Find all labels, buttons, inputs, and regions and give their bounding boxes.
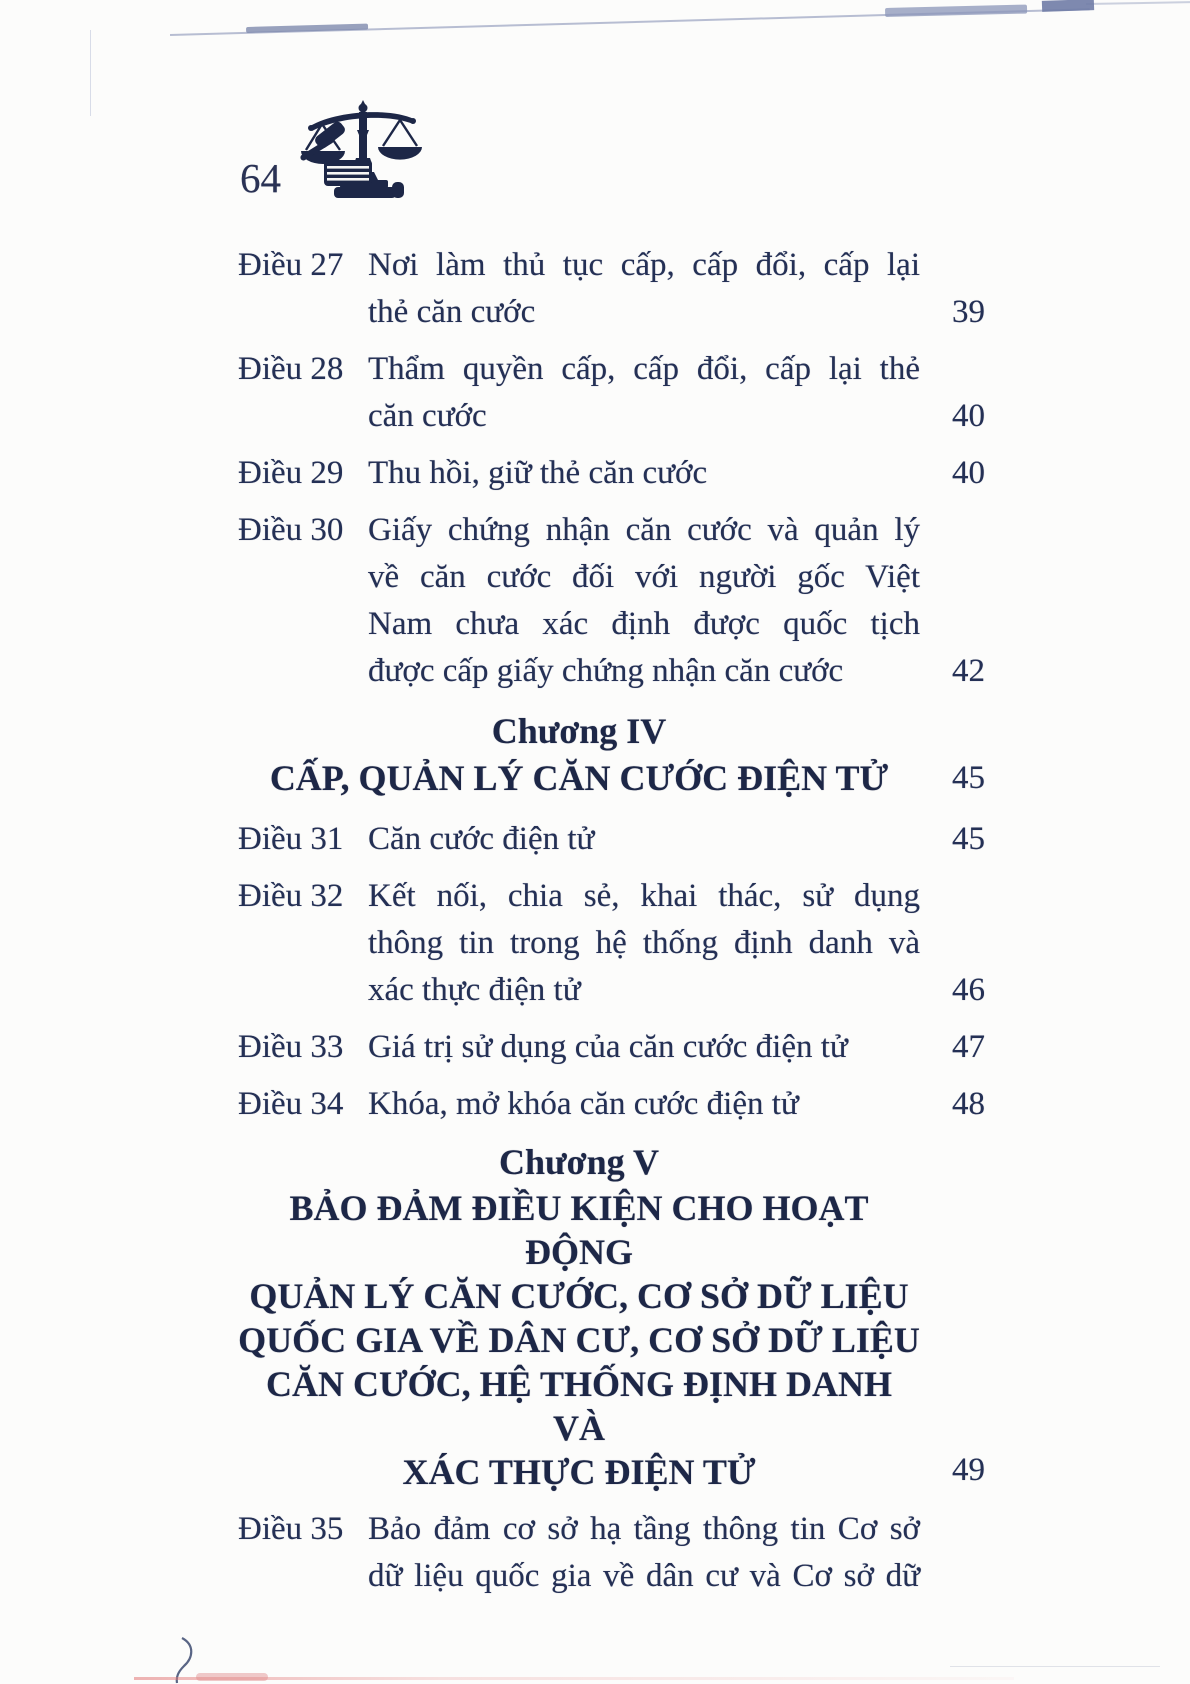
article-label: Điều 33: [238, 1029, 344, 1065]
title-line: Giấy chứng nhận căn cước và quản lý: [368, 512, 920, 548]
scan-artifact-top-smudge-right: [885, 5, 1027, 17]
page-ref: 40: [952, 398, 985, 434]
article-title: [368, 1024, 920, 1071]
chapter-label: Chương V: [499, 1142, 659, 1182]
scan-artifact-top-line: [170, 8, 1090, 36]
page-ref: 39: [952, 294, 985, 330]
title-line: được cấp giấy chứng nhận căn cước: [368, 653, 844, 689]
article-label: Điều 32: [238, 878, 344, 914]
page-ref: 40: [952, 455, 985, 491]
chapter-title-line: CĂN CƯỚC, HỆ THỐNG ĐỊNH DANH VÀ: [265, 1364, 893, 1448]
page-ref: 42: [952, 653, 985, 689]
scan-artifact-top-line-2: [1086, 1, 1190, 5]
article-label: Điều 28: [238, 351, 344, 387]
chapter-title-line: QUẢN LÝ CĂN CƯỚC, CƠ SỞ DỮ LIỆU: [249, 1276, 909, 1316]
article-title: [368, 346, 920, 440]
title-line: thẻ căn cước: [368, 294, 536, 330]
chapter-title: [238, 755, 920, 802]
page-number: 64: [240, 155, 281, 201]
page-ref: 45: [952, 760, 985, 796]
toc-entry-dieu-31: [238, 816, 985, 863]
article-label: Điều 27: [238, 247, 344, 283]
title-line: Kết nối, chia sẻ, khai thác, sử dụng: [368, 878, 920, 914]
toc-entry-dieu-33: [238, 1024, 985, 1071]
article-title: [368, 507, 920, 695]
article-title: [368, 1081, 920, 1128]
chapter-title: [238, 1186, 920, 1494]
toc-entry-dieu-35: [238, 1506, 985, 1600]
title-line: Căn cước điện tử: [368, 821, 595, 857]
scan-artifact-left-edge: [90, 30, 91, 116]
chapter-title-line: CẤP, QUẢN LÝ CĂN CƯỚC ĐIỆN TỬ: [269, 758, 889, 798]
title-line: xác thực điện tử: [368, 972, 581, 1008]
scan-artifact-top-smudge-left: [246, 24, 368, 33]
title-line: Bảo đảm cơ sở hạ tầng thông tin Cơ sở: [368, 1511, 920, 1547]
title-line: về căn cước đối với người gốc Việt: [368, 559, 920, 595]
page-ref: 47: [952, 1029, 985, 1065]
toc-entry-dieu-34: [238, 1081, 985, 1128]
chapter-title-line: XÁC THỰC ĐIỆN TỬ: [402, 1452, 756, 1492]
title-line: Khóa, mở khóa căn cước điện tử: [368, 1086, 799, 1122]
page-ref: 46: [952, 972, 985, 1008]
title-line: căn cước: [368, 398, 487, 434]
toc-entry-dieu-27: [238, 242, 985, 336]
table-of-contents: [238, 242, 985, 1610]
page-ref: 49: [952, 1452, 985, 1488]
article-title: [368, 450, 920, 497]
article-label: Điều 31: [238, 821, 344, 857]
article-title: [368, 873, 920, 1014]
toc-entry-dieu-28: [238, 346, 985, 440]
toc-chapter-4: [238, 707, 985, 802]
article-title: [368, 1506, 920, 1600]
scan-artifact-pink-line: [134, 1677, 1014, 1680]
page-header: [222, 96, 622, 206]
title-line: Nơi làm thủ tục cấp, cấp đổi, cấp lại: [368, 247, 920, 283]
article-title: [368, 816, 920, 863]
toc-entry-dieu-30: [238, 507, 985, 695]
scan-artifact-pink-blob: [196, 1673, 268, 1681]
title-line: dữ liệu quốc gia về dân cư và Cơ sở dữ: [368, 1558, 920, 1594]
scales-of-justice-gavel-icon: [296, 100, 428, 202]
article-label: Điều 35: [238, 1511, 344, 1547]
title-line: Thu hồi, giữ thẻ căn cước: [368, 455, 708, 491]
title-line: Thẩm quyền cấp, cấp đổi, cấp lại thẻ: [368, 351, 920, 387]
toc-entry-dieu-32: [238, 873, 985, 1014]
scan-artifact-grey-line: [950, 1666, 1160, 1667]
toc-chapter-5: [238, 1138, 985, 1494]
chapter-label: Chương IV: [491, 711, 667, 751]
chapter-title-line: QUỐC GIA VỀ DÂN CƯ, CƠ SỞ DỮ LIỆU: [238, 1320, 920, 1360]
toc-entry-dieu-29: [238, 450, 985, 497]
page-ref: 45: [952, 821, 985, 857]
chapter-title-line: BẢO ĐẢM ĐIỀU KIỆN CHO HOẠT ĐỘNG: [289, 1188, 869, 1272]
article-title: [368, 242, 920, 336]
title-line: Giá trị sử dụng của căn cước điện tử: [368, 1029, 848, 1065]
article-label: Điều 29: [238, 455, 344, 491]
article-label: Điều 34: [238, 1086, 344, 1122]
scan-artifact-corner-blob: [1042, 0, 1094, 12]
title-line: thông tin trong hệ thống định danh và: [368, 925, 920, 961]
scan-artifact-bottom-curl: [168, 1636, 210, 1684]
page-ref: 48: [952, 1086, 985, 1122]
article-label: Điều 30: [238, 512, 344, 548]
title-line: Nam chưa xác định được quốc tịch: [368, 606, 920, 642]
